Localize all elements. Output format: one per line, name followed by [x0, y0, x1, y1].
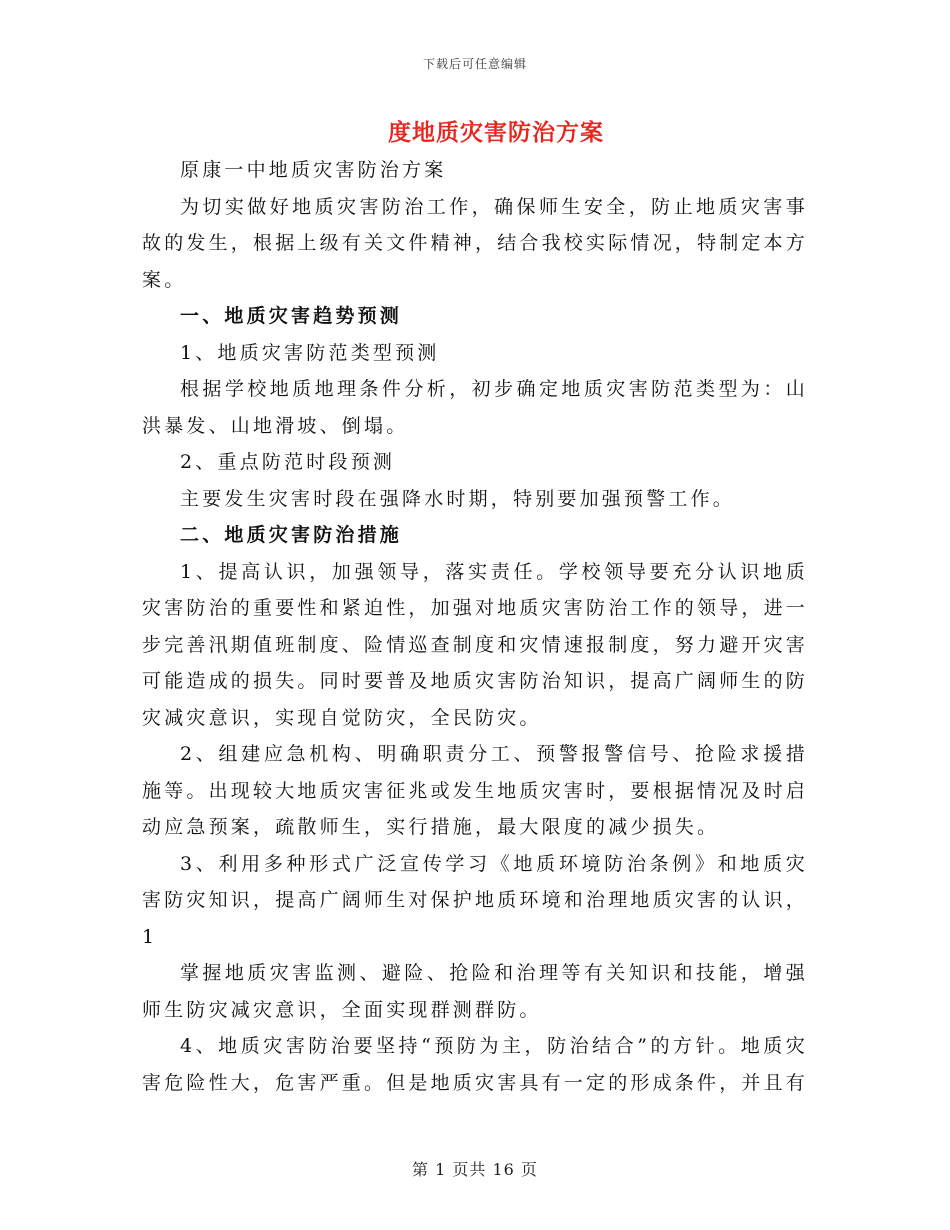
document-title: 度地质灾害防治方案 [388, 119, 604, 146]
page-number-footer: 第 1 页共 16 页 [412, 1160, 538, 1179]
header-note: 下载后可任意编辑 [422, 57, 527, 71]
paragraph: 主要发生灾害时段在强降水时期，特别要加强预警工作。 [180, 487, 736, 510]
paragraph: 1、提高认识，加强领导，落实责任。学校领导要充分认识地质灾害防治的重要性和紧迫性，加强对地质灾害防治工作的领导，进一步完善汛期值班制度、险情巡查制度和灾情速报制度，努力避开灾害可能造成的损失。同时要普及地质灾害防治知识，提高广阔师生的防灾减灾意识，实现自觉防灾，全民防灾。 [142, 560, 809, 729]
paragraph: 4、地质灾害防治要坚持“预防为主，防治结合”的方针。地质灾害危险性大，危害严重。但是地质灾害具有一定的形成条件，并且有 [142, 1035, 809, 1094]
paragraph: 掌握地质灾害监测、避险、抢险和治理等有关知识和技能，增强师生防灾减灾意识，全面实现群测群防。 [142, 962, 808, 1021]
section-heading: 二、地质灾害防治措施 [180, 524, 403, 546]
section-heading: 一、地质灾害趋势预测 [180, 305, 403, 327]
paragraph: 根据学校地质地理条件分析，初步确定地质灾害防范类型为：山洪暴发、山地滑坡、倒塌。 [142, 378, 808, 437]
paragraph: 原康一中地质灾害防治方案 [180, 159, 447, 181]
paragraph: 2、组建应急机构、明确职责分工、预警报警信号、抢险求援措施等。出现较大地质灾害征兆或发生地质灾害时，要根据情况及时启动应急预案，疏散师生，实行措施，最大限度的减少损失。 [142, 743, 809, 838]
paragraph: 为切实做好地质灾害防治工作，确保师生安全，防止地质灾害事故的发生，根据上级有关文件精神，结合我校实际情况，特制定本方案。 [142, 195, 809, 291]
document-body [142, 152, 808, 1101]
paragraph: 3、利用多种形式广泛宣传学习《地质环境防治条例》和地质灾害防灾知识，提高广阔师生对保护地质环境和治理地质灾害的认识，1 [142, 852, 809, 948]
subheading: 1、地质灾害防范类型预测 [180, 341, 440, 364]
subheading: 2、重点防范时段预测 [180, 451, 396, 473]
